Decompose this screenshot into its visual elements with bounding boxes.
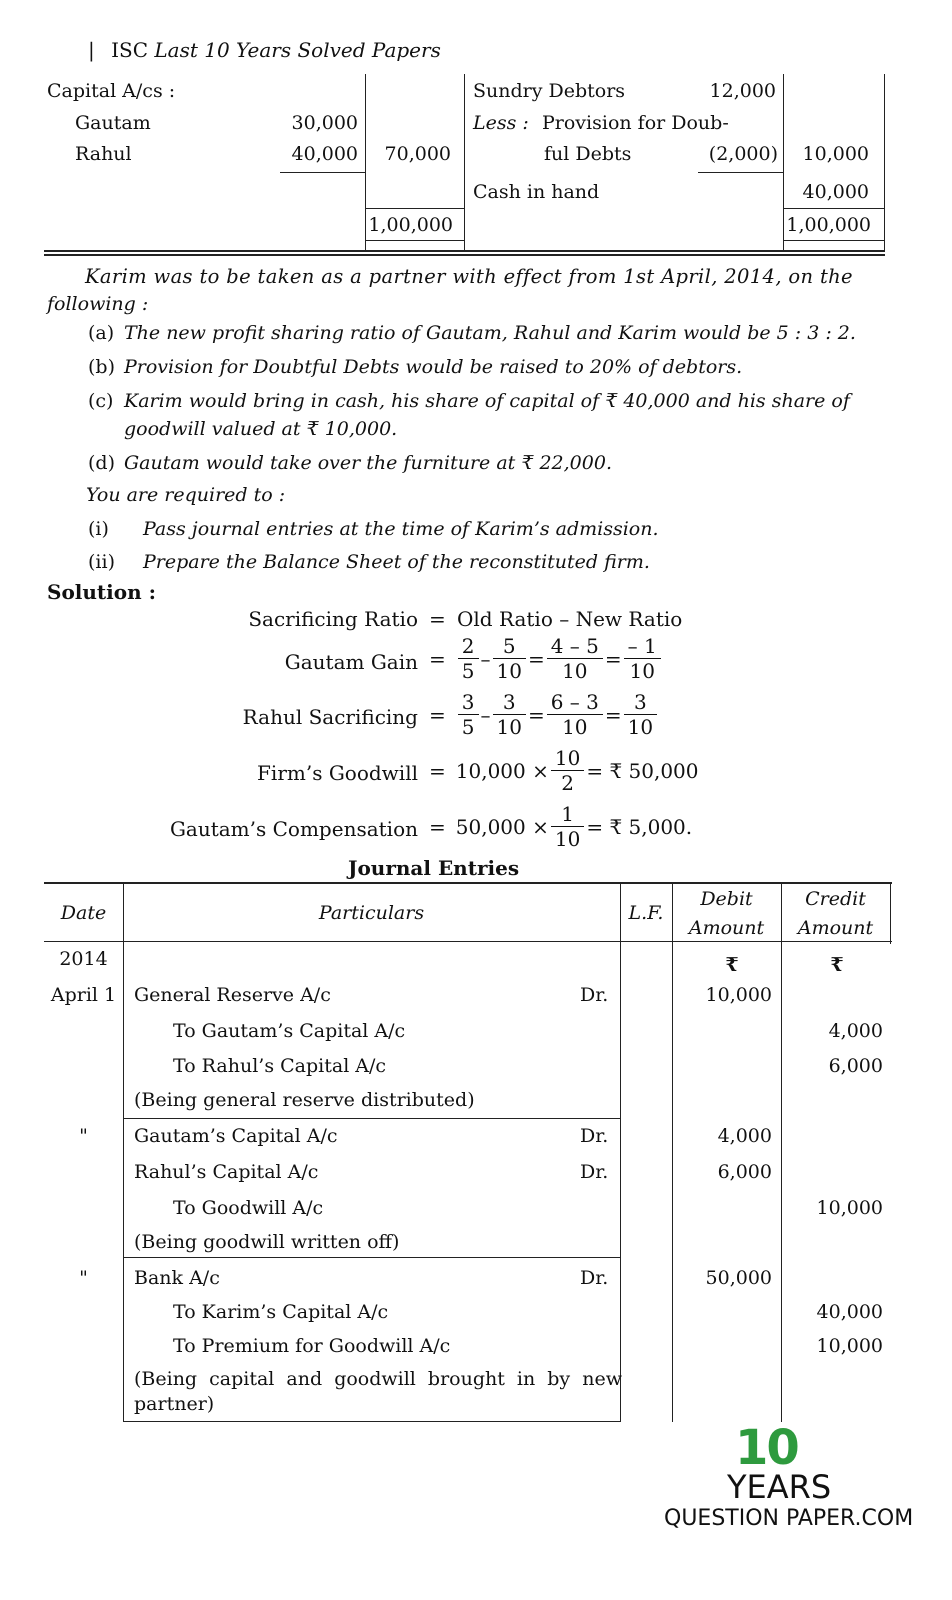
eq-sign: = [527, 646, 545, 671]
journal-title: Journal Entries [348, 856, 520, 880]
eq-sign: = [429, 814, 446, 839]
col-credit-amount: Amount [797, 917, 874, 939]
header-mark: | [88, 38, 95, 62]
entry-date: April 1 [50, 984, 117, 1006]
task-i-tag: (i) [88, 518, 109, 540]
fraction [624, 690, 657, 739]
entry-debit: 10,000 [705, 984, 772, 1006]
sacrificing-formula: Old Ratio – New Ratio [457, 607, 683, 631]
gain-expression [429, 634, 663, 683]
item-d-tag: (d) [88, 452, 115, 474]
numerator: 1 [551, 802, 584, 827]
fraction [551, 746, 584, 795]
fraction [551, 802, 584, 851]
right-total: 1,00,000 [786, 214, 871, 236]
entry-date: " [79, 1267, 88, 1289]
gain-label: Gautam Gain [284, 650, 418, 674]
denominator: 10 [496, 659, 522, 683]
entry-credit: 10,000 [816, 1335, 883, 1357]
numerator: 2 [458, 634, 479, 659]
eq-sign: = [527, 702, 545, 727]
denominator: 10 [554, 827, 581, 851]
entry-dr: Dr. [580, 984, 609, 1006]
sacrificing-label: Sacrificing Ratio [248, 607, 418, 631]
minus-sign: – [480, 646, 491, 671]
denominator: 10 [562, 715, 588, 739]
denominator: 10 [562, 659, 588, 683]
entry-particulars: To Premium for Goodwill A/c [173, 1335, 451, 1357]
eq-sign: = [429, 646, 446, 671]
header-subtitle: Last 10 Years Solved Papers [154, 38, 441, 62]
fraction [458, 690, 479, 739]
provision-label: Provision for Doub- [542, 112, 729, 134]
left-total: 1,00,000 [368, 214, 453, 236]
compensation-base: 50,000 × [455, 814, 549, 839]
col-debit: Debit [700, 888, 753, 910]
denominator: 5 [461, 659, 475, 683]
entry-credit: 10,000 [816, 1197, 883, 1219]
entry-particulars: Rahul’s Capital A/c [134, 1161, 319, 1183]
item-c-text-cont: goodwill valued at ₹ 10,000. [124, 418, 398, 440]
entry-particulars: To Gautam’s Capital A/c [173, 1020, 406, 1042]
numerator: 5 [493, 634, 526, 659]
entry-particulars-cont: partner) [134, 1393, 215, 1415]
numerator: – 1 [624, 634, 661, 659]
required-label: You are required to : [86, 484, 286, 506]
item-b-tag: (b) [88, 356, 115, 378]
eq-sign: = [429, 758, 446, 783]
entry-particulars: To Rahul’s Capital A/c [173, 1055, 387, 1077]
eq-sign: = [429, 607, 446, 631]
denominator: 2 [561, 771, 574, 795]
header-book: ISC [111, 38, 149, 62]
entry-credit: 40,000 [816, 1301, 883, 1323]
debtors-net: 10,000 [802, 143, 869, 165]
fraction [493, 634, 526, 683]
compensation-expression [429, 802, 692, 851]
less-label: Less : [473, 112, 529, 134]
page-header [88, 38, 441, 62]
fraction [547, 690, 603, 739]
entry-particulars: Gautam’s Capital A/c [134, 1125, 338, 1147]
entry-date: " [79, 1125, 88, 1147]
logo-number: 10 [735, 1420, 798, 1476]
debtors-amount: 12,000 [709, 80, 776, 102]
item-c-text: Karim would bring in cash, his share of capital of ₹ 40,000 and his share of [124, 390, 850, 412]
goodwill-label: Firm’s Goodwill [257, 761, 418, 785]
cash-label: Cash in hand [473, 181, 600, 203]
provision-amount: (2,000) [708, 143, 778, 165]
eq-sign: = [604, 646, 622, 671]
entry-debit: 4,000 [717, 1125, 772, 1147]
entry-particulars: General Reserve A/c [134, 984, 331, 1006]
col-debit-amount: Amount [688, 917, 765, 939]
gautam-amount: 30,000 [291, 112, 358, 134]
numerator: 10 [551, 746, 584, 771]
fraction [458, 634, 479, 683]
question-intro-cont: following : [47, 293, 149, 315]
eq-sign: = [429, 702, 446, 727]
entry-credit: 4,000 [828, 1020, 883, 1042]
denominator: 10 [627, 715, 654, 739]
rahul-label: Rahul [75, 143, 132, 165]
entry-particulars: (Being goodwill written off) [134, 1231, 400, 1253]
minus-sign: – [480, 702, 491, 727]
entry-debit: 6,000 [717, 1161, 772, 1183]
denominator: 10 [496, 715, 522, 739]
logo-site: QUESTION PAPER.COM [664, 1506, 914, 1531]
denominator: 10 [629, 659, 655, 683]
numerator: 3 [624, 690, 657, 715]
task-ii-text: Prepare the Balance Sheet of the reconstituted firm. [143, 551, 650, 573]
entry-particulars: Bank A/c [134, 1267, 220, 1289]
numerator: 3 [493, 690, 526, 715]
col-lf: L.F. [628, 902, 664, 924]
entry-debit: 50,000 [705, 1267, 772, 1289]
compensation-label: Gautam’s Compensation [169, 817, 418, 841]
goodwill-expression [429, 746, 699, 795]
rahul-expression [429, 690, 659, 739]
year: 2014 [59, 948, 108, 970]
rahul-amount: 40,000 [291, 143, 358, 165]
numerator: 4 – 5 [547, 634, 603, 659]
task-ii-tag: (ii) [88, 551, 115, 573]
task-i-text: Pass journal entries at the time of Karim’s admission. [143, 518, 659, 540]
cash-amount: 40,000 [802, 181, 869, 203]
goodwill-result: = ₹ 50,000 [586, 758, 699, 783]
provision-label-cont: ful Debts [544, 143, 632, 165]
col-credit: Credit [805, 888, 866, 910]
entry-particulars: (Being general reserve distributed) [134, 1089, 475, 1111]
entry-dr: Dr. [580, 1125, 609, 1147]
rupee-debit: ₹ [725, 954, 739, 976]
gautam-label: Gautam [75, 112, 151, 134]
question-intro: Karim was to be taken as a partner with effect from 1st April, 2014, on the [85, 265, 853, 288]
logo-word: YEARS [727, 1468, 832, 1506]
item-a-text: The new profit sharing ratio of Gautam, Rahul and Karim would be 5 : 3 : 2. [124, 322, 856, 344]
entry-particulars: To Goodwill A/c [173, 1197, 324, 1219]
rupee-credit: ₹ [830, 954, 844, 976]
capital-heading: Capital A/cs : [47, 80, 176, 102]
solution-heading: Solution : [47, 580, 156, 604]
item-a-tag: (a) [88, 322, 115, 344]
col-particulars: Particulars [318, 902, 425, 924]
denominator: 5 [461, 715, 475, 739]
entry-credit: 6,000 [828, 1055, 883, 1077]
entry-particulars: (Being capital and goodwill brought in by new [134, 1368, 622, 1390]
entry-dr: Dr. [580, 1161, 609, 1183]
fraction [547, 634, 603, 683]
numerator: 3 [458, 690, 479, 715]
entry-dr: Dr. [580, 1267, 609, 1289]
col-date: Date [60, 902, 107, 924]
fraction [624, 634, 661, 683]
rahul-sacrifice-label: Rahul Sacrificing [242, 705, 418, 729]
capital-total: 70,000 [384, 143, 451, 165]
item-b-text: Provision for Doubtful Debts would be raised to 20% of debtors. [124, 356, 743, 378]
item-d-text: Gautam would take over the furniture at ₹ 22,000. [124, 452, 612, 474]
goodwill-base: 10,000 × [455, 758, 549, 783]
debtors-label: Sundry Debtors [473, 80, 626, 102]
entry-particulars: To Karim’s Capital A/c [173, 1301, 389, 1323]
fraction [493, 690, 526, 739]
compensation-result: = ₹ 5,000. [586, 814, 693, 839]
item-c-tag: (c) [88, 390, 114, 412]
eq-sign: = [604, 702, 622, 727]
numerator: 6 – 3 [547, 690, 603, 715]
